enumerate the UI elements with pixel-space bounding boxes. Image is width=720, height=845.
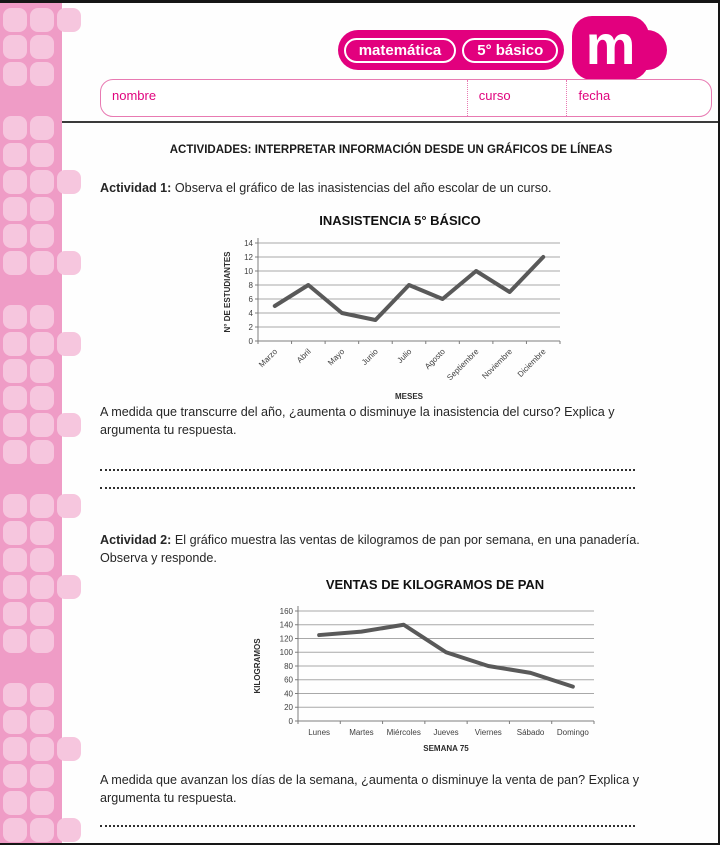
activity2-instruction [100,531,678,568]
svg-text:Martes: Martes [349,728,374,737]
answer-line-2[interactable] [100,487,635,489]
svg-text:160: 160 [279,606,293,616]
chart2-title: VENTAS DE KILOGRAMOS DE PAN [325,577,545,592]
svg-text:KILOGRAMOS: KILOGRAMOS [253,638,262,694]
subject-badge-bar [338,30,564,70]
svg-text:8: 8 [248,280,253,290]
svg-text:10: 10 [244,266,253,276]
activity1-question: A medida que transcurre del año, ¿aumenta o disminuye la inasistencia del curso? Explica y argumenta tu respuesta. [100,405,615,438]
answer-line-1[interactable] [100,469,635,471]
svg-text:Mayo: Mayo [326,347,347,368]
svg-text:2: 2 [248,322,253,332]
decorative-border-pattern [0,3,62,845]
svg-text:14: 14 [244,238,253,248]
svg-text:Lunes: Lunes [308,728,331,737]
svg-text:100: 100 [279,648,293,658]
fecha-field[interactable] [566,80,711,116]
svg-text:4: 4 [248,308,253,318]
fecha-field-label: fecha [578,88,611,103]
svg-text:Septiembre: Septiembre [445,347,481,383]
svg-text:60: 60 [284,675,293,685]
svg-text:Miércoles: Miércoles [386,728,421,737]
svg-text:Agosto: Agosto [422,347,447,372]
svg-text:Julio: Julio [395,347,414,366]
subject-badge: matemática [344,38,457,63]
svg-text:140: 140 [279,620,293,630]
svg-text:SEMANA 75: SEMANA 75 [423,744,469,753]
nombre-field[interactable] [101,80,467,116]
svg-text:12: 12 [244,252,253,262]
worksheet-title: ACTIVIDADES: INTERPRETAR INFORMACIÓN DESDE UN GRÁFICOS DE LÍNEAS [169,144,613,156]
svg-text:Abril: Abril [295,347,313,365]
brand-logo-letter: m [585,13,636,76]
activity1-instruction [100,179,675,197]
svg-text:Sábado: Sábado [516,728,545,737]
activity2-label: Actividad 2: [100,533,172,547]
svg-text:Marzo: Marzo [257,347,280,370]
activity2-question: A medida que avanzan los días de la semana, ¿aumenta o disminuye la venta de pan? Explica y argumenta tu respuesta. [100,773,640,806]
svg-text:120: 120 [279,634,293,644]
svg-text:N° DE ESTUDIANTES: N° DE ESTUDIANTES [223,251,232,333]
brand-logo [572,13,649,80]
svg-text:Noviembre: Noviembre [480,347,515,381]
ventas-line-chart [250,597,620,757]
svg-text:MESES: MESES [394,392,424,401]
svg-text:Junio: Junio [359,347,380,367]
svg-text:Diciembre: Diciembre [515,347,548,379]
student-info-bar [100,79,712,117]
activity2-text: El gráfico muestra las ventas de kilogramos de pan por semana, en una panadería. Observa y responde. [100,533,640,566]
nombre-field-label: nombre [112,88,157,103]
chart1-title: INASISTENCIA 5° BÁSICO [319,213,481,228]
activity1-text: Observa el gráfico de las inasistencias del año escolar de un curso. [171,181,552,195]
svg-text:0: 0 [288,716,293,726]
svg-text:80: 80 [284,661,293,671]
svg-text:0: 0 [248,336,253,346]
svg-text:Jueves: Jueves [433,728,459,737]
svg-text:Domingo: Domingo [556,728,589,737]
curso-field-label: curso [478,88,511,103]
svg-text:40: 40 [284,689,293,699]
inasistencia-line-chart [220,233,580,405]
activity1-label: Actividad 1: [100,181,172,195]
svg-text:Viernes: Viernes [474,728,502,737]
svg-text:6: 6 [248,294,253,304]
header-divider [62,121,720,123]
svg-text:20: 20 [284,703,293,713]
curso-field[interactable] [467,80,567,116]
answer-line-3[interactable] [100,825,635,827]
grade-badge: 5° básico [462,38,558,63]
